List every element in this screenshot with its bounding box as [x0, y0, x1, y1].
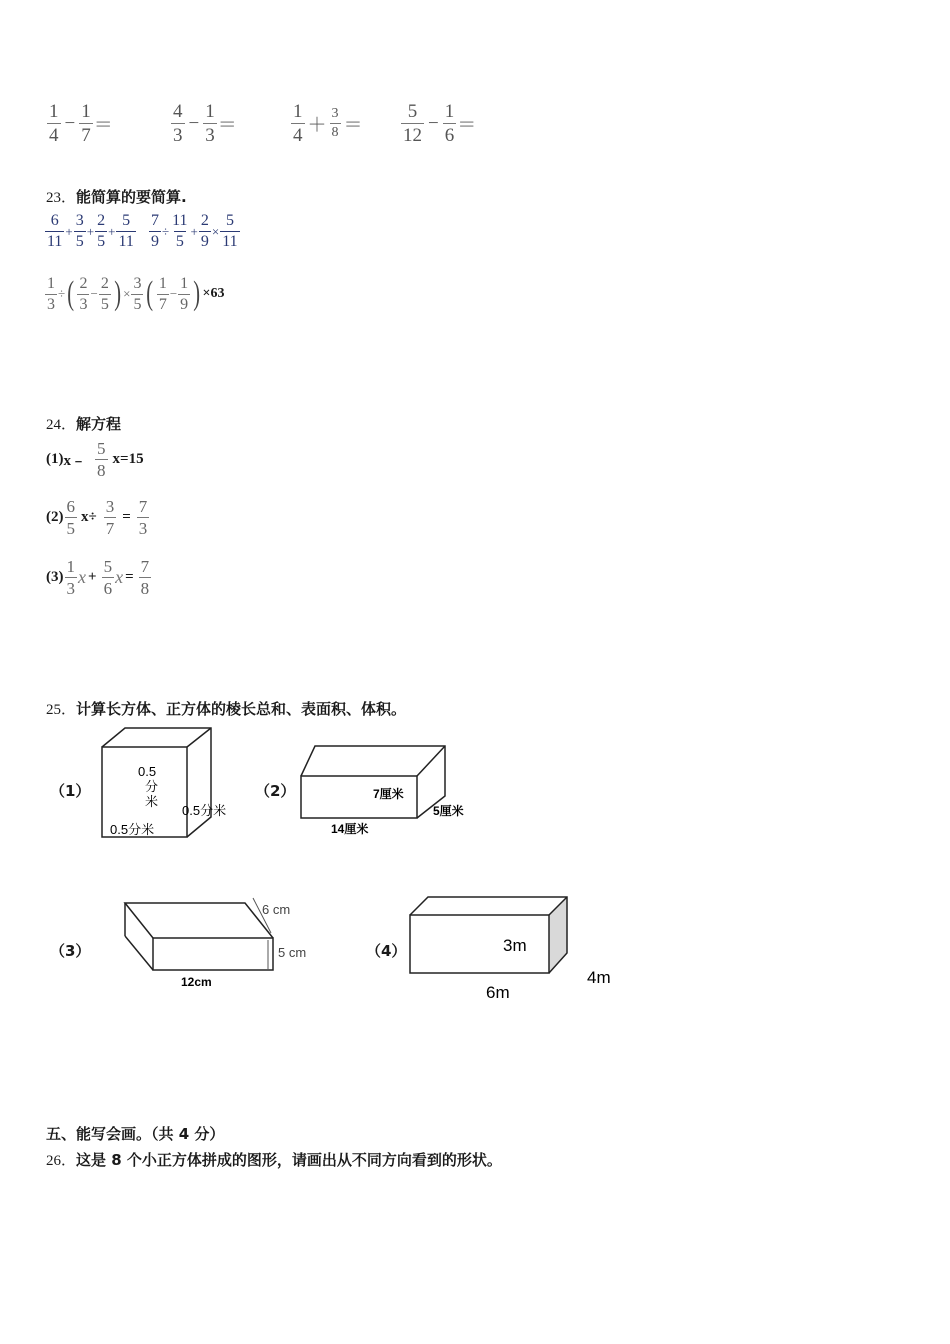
figure-4-cuboid	[405, 893, 620, 1008]
question-24-heading: 24．解方程	[46, 415, 122, 433]
right-paren: )	[193, 275, 201, 312]
cube-height-label: 0.5	[138, 764, 157, 779]
fraction: 1 4	[49, 101, 59, 146]
q23-expr-2	[148, 213, 241, 250]
fraction: 5 8	[97, 439, 106, 480]
fraction: 5 12	[403, 101, 422, 146]
fraction: $\frac{3}{5}$	[133, 274, 142, 313]
fraction: 4 3	[173, 101, 183, 146]
question-25-heading: 25．计算长方体、正方体的棱长总和、表面积、体积。	[46, 700, 407, 718]
fraction: 2 3	[79, 274, 88, 313]
fraction: 3 8	[331, 106, 339, 140]
fraction: $\frac{7}{3}$	[138, 497, 148, 538]
fraction: $\frac{2}{5}$	[100, 274, 109, 313]
q24-equation-2: (2) 6 5 x÷ $\frac{3}{7}$ = $\frac{7}{3}$	[46, 497, 148, 538]
fraction: 6 5	[66, 497, 75, 538]
q24-equation-3: (3) 1 3 x + $\frac{5}{6}$ x = $\frac{7}{8}$	[46, 557, 150, 598]
q22-expr-4: 5 12 − $\frac{1}{6}$ ＝	[403, 101, 477, 146]
fraction: $\frac{1}{3}$	[47, 274, 55, 313]
q22-expr-3: 1 4 ＋ 3 8 ＝	[293, 101, 363, 146]
q22-expr-1: 1 4 − $\frac{1}{7}$ ＝	[49, 101, 113, 146]
fraction: $\frac{5}{6}$	[103, 557, 113, 598]
fraction: $\frac{5}{11}$	[118, 212, 134, 250]
cuboid-depth-label: 6 cm	[262, 902, 291, 917]
fraction: $\frac{5}{11}$	[222, 212, 238, 250]
cuboid-height-label: 7厘米	[373, 787, 404, 801]
fraction: $\frac{1}{3}$	[205, 101, 215, 146]
fraction: 6 11	[47, 212, 63, 250]
left-paren: (	[67, 275, 75, 312]
fraction: $\frac{11}{5}$	[172, 212, 188, 250]
fraction: 1 4	[293, 101, 303, 146]
cuboid-height-label: 5 cm	[278, 945, 307, 960]
fraction: $\frac{3}{7}$	[105, 497, 115, 538]
operator: +	[65, 223, 73, 239]
question-26-heading: 26．这是 8 个小正方体拼成的图形，请画出从不同方向看到的形状。	[46, 1151, 502, 1169]
fraction: $\frac{1}{6}$	[444, 101, 455, 146]
left-paren: (	[146, 275, 154, 312]
fraction: $\frac{2}{5}$	[97, 212, 106, 250]
figure-3-cuboid	[115, 893, 330, 993]
fraction: $\frac{3}{5}$	[75, 212, 84, 250]
fraction: $\frac{7}{8}$	[140, 557, 150, 598]
operator: ×	[211, 223, 220, 239]
operator: +	[108, 223, 116, 239]
section-5-heading: 五、能写会画。（共 4 分）	[46, 1125, 225, 1143]
cuboid-height-label: 3m	[503, 936, 527, 955]
cube-height-label: 米	[145, 794, 159, 809]
q23-expr-3: $\frac{1}{3}$ ÷ ( 2 3 − $\frac{2}{5}$ ) × $\frac{3}{5}$ ( 1 7 − $\frac{1}{9}$ ) ×63	[47, 274, 225, 313]
figure-1-cube	[95, 725, 245, 840]
figure-3-label: （3）	[50, 942, 91, 960]
q23-expr-1	[44, 213, 137, 250]
question-23-heading: 23．能简算的要简算.	[46, 188, 187, 206]
fraction: $\frac{1}{9}$	[180, 274, 189, 313]
right-paren: )	[114, 275, 121, 312]
cuboid-length-label: 14厘米	[331, 822, 369, 836]
q24-equation-1: (1) x﹣ 5 8 x=15	[46, 439, 144, 480]
fraction: 1 3	[66, 557, 75, 598]
fraction: $\frac{2}{9}$	[200, 212, 209, 250]
operator: +	[86, 223, 95, 239]
operator: +	[190, 223, 198, 239]
cuboid-depth-label: 4m	[587, 968, 611, 987]
cuboid-length-label: 12cm	[181, 975, 212, 989]
cube-width-label: 0.5分米	[110, 822, 155, 837]
fraction: 1 7	[158, 274, 167, 313]
cuboid-depth-label: 5厘米	[433, 804, 464, 818]
figure-4-label: （4）	[366, 942, 407, 960]
figure-2-label: （2）	[255, 782, 296, 800]
cube-depth-label: 0.5分米	[182, 803, 227, 818]
operator: ÷	[162, 223, 170, 239]
q22-expr-2: 4 3 − $\frac{1}{3}$ ＝	[173, 101, 237, 146]
cuboid-length-label: 6m	[486, 983, 510, 1002]
figure-1-label: （1）	[50, 782, 91, 800]
figure-2-cuboid	[295, 740, 485, 840]
fraction: $\frac{1}{7}$	[81, 101, 91, 146]
fraction: $\frac{7}{9}$	[151, 212, 159, 250]
cube-height-label: 分	[145, 779, 159, 794]
